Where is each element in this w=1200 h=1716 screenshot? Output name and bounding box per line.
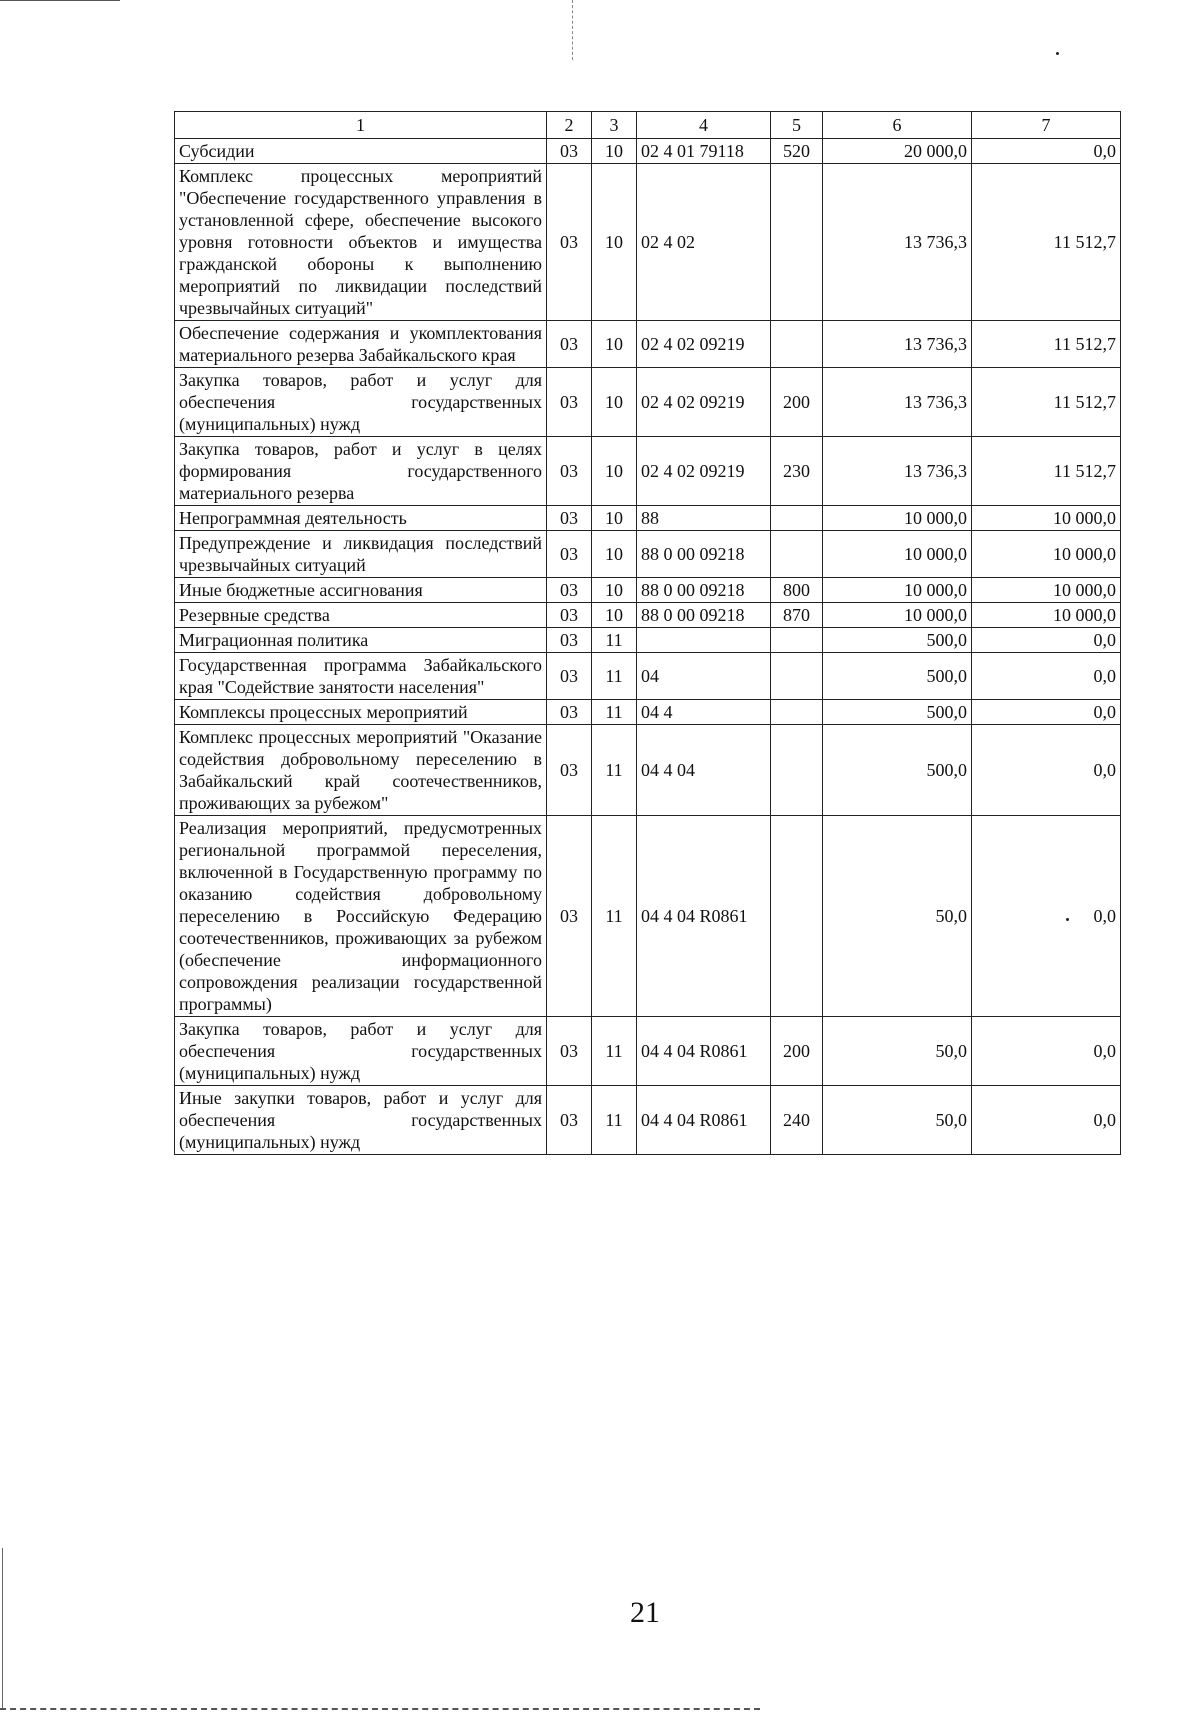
cell-subsection: 10 [592, 368, 637, 437]
cell-expense-type [771, 506, 823, 531]
table-row [175, 368, 1121, 437]
cell-amount-2: 11 512,7 [972, 368, 1121, 437]
cell-subsection: 11 [592, 725, 637, 816]
cell-subsection: 10 [592, 437, 637, 506]
cell-expense-type [771, 816, 823, 1017]
table-row [175, 653, 1121, 700]
table-row [175, 1086, 1121, 1155]
cell-section: 03 [547, 321, 592, 368]
cell-subsection: 10 [592, 506, 637, 531]
cell-expense-type [771, 700, 823, 725]
cell-target-code: 02 4 02 09219 [637, 368, 771, 437]
cell-amount-1: 50,0 [823, 1017, 972, 1086]
cell-subsection: 10 [592, 321, 637, 368]
header-cell: 3 [592, 112, 637, 139]
cell-name: Закупка товаров, работ и услуг для обеспечения государственных (муниципальных) нужд [175, 368, 547, 437]
cell-amount-1: 500,0 [823, 653, 972, 700]
cell-amount-2: 0,0 [972, 1086, 1121, 1155]
table-body [175, 112, 1121, 1155]
cell-amount-2: 0,0 [972, 700, 1121, 725]
cell-amount-2: 10 000,0 [972, 578, 1121, 603]
header-cell: 1 [175, 112, 547, 139]
fold-mark [572, 0, 573, 60]
table-row [175, 700, 1121, 725]
page-edge-left [2, 1548, 3, 1708]
cell-name: Субсидии [175, 139, 547, 164]
cell-name: Миграционная политика [175, 628, 547, 653]
cell-expense-type [771, 164, 823, 321]
cell-amount-1: 500,0 [823, 628, 972, 653]
cell-expense-type [771, 628, 823, 653]
cell-expense-type: 520 [771, 139, 823, 164]
cell-amount-2: 11 512,7 [972, 164, 1121, 321]
table-row [175, 437, 1121, 506]
cell-target-code: 88 0 00 09218 [637, 531, 771, 578]
cell-target-code: 04 4 04 [637, 725, 771, 816]
cell-amount-1: 10 000,0 [823, 578, 972, 603]
cell-subsection: 10 [592, 603, 637, 628]
cell-expense-type [771, 653, 823, 700]
cell-amount-2: 0,0 [972, 139, 1121, 164]
cell-amount-2: 10 000,0 [972, 531, 1121, 578]
cell-section: 03 [547, 139, 592, 164]
cell-amount-2: 10 000,0 [972, 506, 1121, 531]
cell-amount-1: 500,0 [823, 725, 972, 816]
page-edge-bottom [0, 1708, 760, 1710]
cell-amount-1: 13 736,3 [823, 437, 972, 506]
cell-section: 03 [547, 164, 592, 321]
cell-amount-1: 50,0 [823, 1086, 972, 1155]
cell-name: Иные закупки товаров, работ и услуг для обеспечения государственных (муниципальных) нужд [175, 1086, 547, 1155]
header-cell: 2 [547, 112, 592, 139]
cell-amount-2: 0,0 [972, 1017, 1121, 1086]
cell-name: Резервные средства [175, 603, 547, 628]
cell-subsection: 11 [592, 816, 637, 1017]
cell-section: 03 [547, 628, 592, 653]
table-row [175, 816, 1121, 1017]
cell-target-code: 04 4 04 R0861 [637, 816, 771, 1017]
cell-amount-2: 11 512,7 [972, 321, 1121, 368]
cell-expense-type: 200 [771, 368, 823, 437]
table-row [175, 628, 1121, 653]
cell-expense-type: 200 [771, 1017, 823, 1086]
cell-target-code: 02 4 02 [637, 164, 771, 321]
header-cell: 5 [771, 112, 823, 139]
table-row [175, 531, 1121, 578]
cell-amount-1: 13 736,3 [823, 368, 972, 437]
cell-amount-1: 13 736,3 [823, 164, 972, 321]
table-row [175, 164, 1121, 321]
cell-section: 03 [547, 368, 592, 437]
cell-section: 03 [547, 725, 592, 816]
cell-target-code: 88 0 00 09218 [637, 603, 771, 628]
header-cell: 7 [972, 112, 1121, 139]
cell-expense-type: 870 [771, 603, 823, 628]
cell-amount-1: 50,0 [823, 816, 972, 1017]
cell-name: Закупка товаров, работ и услуг в целях формирования государственного материального резерва [175, 437, 547, 506]
cell-amount-2: 0,0 [972, 816, 1121, 1017]
cell-subsection: 10 [592, 139, 637, 164]
table-row [175, 725, 1121, 816]
header-cell: 6 [823, 112, 972, 139]
cell-target-code: 88 [637, 506, 771, 531]
cell-subsection: 10 [592, 164, 637, 321]
cell-section: 03 [547, 653, 592, 700]
cell-target-code: 04 4 [637, 700, 771, 725]
budget-table [174, 111, 1121, 1155]
cell-section: 03 [547, 816, 592, 1017]
cell-amount-1: 10 000,0 [823, 603, 972, 628]
cell-expense-type: 800 [771, 578, 823, 603]
cell-expense-type: 230 [771, 437, 823, 506]
cell-target-code [637, 628, 771, 653]
page-number: 21 [630, 1596, 660, 1629]
cell-section: 03 [547, 1017, 592, 1086]
cell-section: 03 [547, 700, 592, 725]
cell-subsection: 11 [592, 628, 637, 653]
cell-amount-1: 20 000,0 [823, 139, 972, 164]
cell-section: 03 [547, 531, 592, 578]
cell-amount-2: 0,0 [972, 725, 1121, 816]
cell-target-code: 04 4 04 R0861 [637, 1086, 771, 1155]
cell-name: Непрограммная деятельность [175, 506, 547, 531]
cell-amount-2: 11 512,7 [972, 437, 1121, 506]
cell-amount-1: 10 000,0 [823, 531, 972, 578]
cell-section: 03 [547, 1086, 592, 1155]
cell-target-code: 04 [637, 653, 771, 700]
cell-subsection: 11 [592, 1086, 637, 1155]
cell-amount-1: 13 736,3 [823, 321, 972, 368]
table-row [175, 506, 1121, 531]
table-row [175, 603, 1121, 628]
cell-name: Обеспечение содержания и укомплектования материального резерва Забайкальского края [175, 321, 547, 368]
cell-target-code: 04 4 04 R0861 [637, 1017, 771, 1086]
cell-subsection: 10 [592, 578, 637, 603]
cell-target-code: 02 4 01 79118 [637, 139, 771, 164]
cell-expense-type [771, 531, 823, 578]
cell-name: Иные бюджетные ассигнования [175, 578, 547, 603]
cell-name: Комплекс процессных мероприятий "Обеспечение государственного управления в установленной сфере, обеспечение высокого уровня готовности объектов и имущества гражданской обороны к выполнению мероприятий по ликвидации последствий чрезвычайных ситуаций" [175, 164, 547, 321]
cell-amount-1: 10 000,0 [823, 506, 972, 531]
table-header-row [175, 112, 1121, 139]
cell-expense-type [771, 725, 823, 816]
cell-target-code: 02 4 02 09219 [637, 321, 771, 368]
cell-amount-2: 0,0 [972, 653, 1121, 700]
table-row [175, 578, 1121, 603]
header-cell: 4 [637, 112, 771, 139]
cell-name: Комплекс процессных мероприятий "Оказание содействия добровольному переселению в Забайкальский край соотечественников, проживающих за рубежом" [175, 725, 547, 816]
scan-speck [1056, 52, 1059, 55]
cell-subsection: 11 [592, 1017, 637, 1086]
cell-subsection: 10 [592, 531, 637, 578]
cell-amount-2: 10 000,0 [972, 603, 1121, 628]
cell-name: Реализация мероприятий, предусмотренных региональной программой переселения, включенной в Государственную программу по оказанию содействия добровольному переселению в Российскую Федерацию соотечественников, проживающих за рубежом (обеспечение информационного сопровождения реализации государственной программы) [175, 816, 547, 1017]
cell-section: 03 [547, 603, 592, 628]
cell-target-code: 88 0 00 09218 [637, 578, 771, 603]
cell-section: 03 [547, 578, 592, 603]
cell-section: 03 [547, 437, 592, 506]
table-row [175, 139, 1121, 164]
cell-amount-1: 500,0 [823, 700, 972, 725]
cell-name: Закупка товаров, работ и услуг для обеспечения государственных (муниципальных) нужд [175, 1017, 547, 1086]
table-row [175, 321, 1121, 368]
cell-expense-type: 240 [771, 1086, 823, 1155]
cell-amount-2: 0,0 [972, 628, 1121, 653]
cell-name: Предупреждение и ликвидация последствий чрезвычайных ситуаций [175, 531, 547, 578]
table-row [175, 1017, 1121, 1086]
cell-expense-type [771, 321, 823, 368]
cell-subsection: 11 [592, 653, 637, 700]
page-edge-top [0, 0, 120, 1]
cell-subsection: 11 [592, 700, 637, 725]
cell-section: 03 [547, 506, 592, 531]
cell-name: Государственная программа Забайкальского края "Содействие занятости населения" [175, 653, 547, 700]
cell-target-code: 02 4 02 09219 [637, 437, 771, 506]
cell-name: Комплексы процессных мероприятий [175, 700, 547, 725]
